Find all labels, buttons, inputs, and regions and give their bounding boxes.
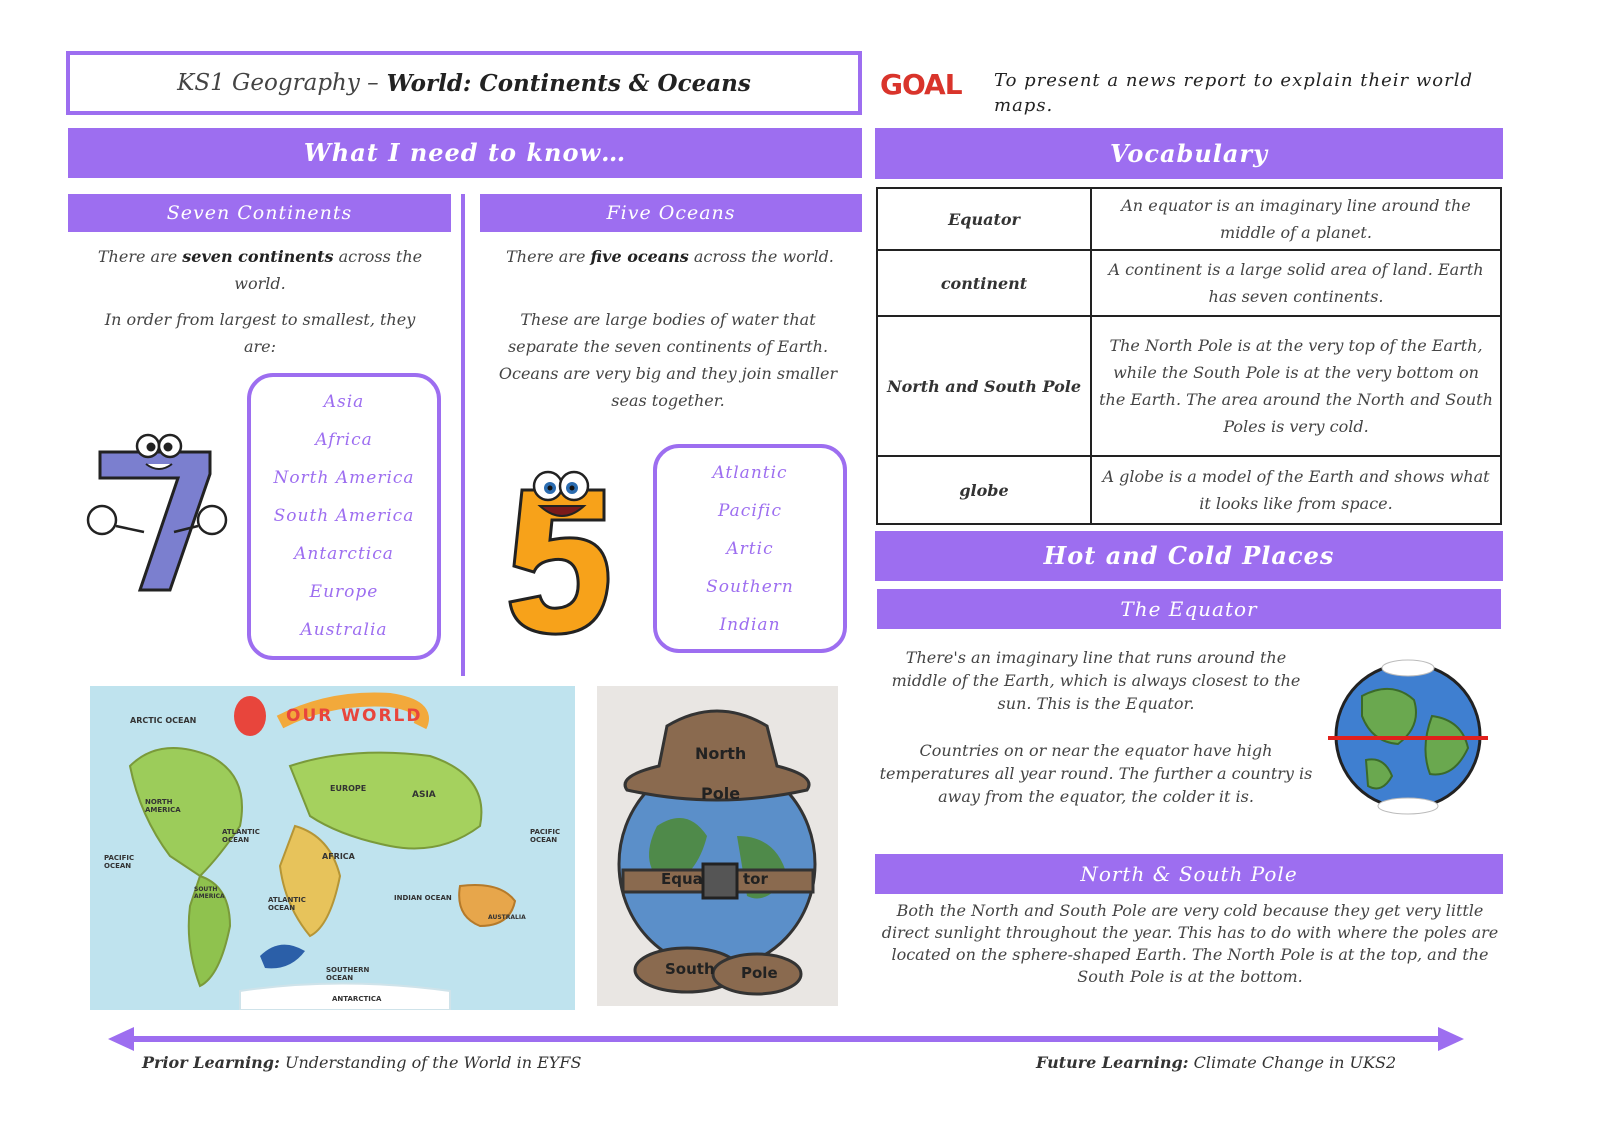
globe-craft-image (597, 686, 838, 1006)
equator-paragraph-1: There's an imaginary line that runs around the middle of the Earth, which is always closest to the sun. This is the Equator. (891, 648, 1301, 713)
hat-label-north: North (695, 744, 747, 763)
list-item: Southern (706, 577, 794, 597)
map-label: ANTARCTICA (332, 995, 382, 1003)
future-learning: Future Learning: Climate Change in UKS2 (1036, 1053, 1397, 1072)
continents-order: In order from largest to smallest, they are: (104, 310, 416, 356)
prior-learning: Prior Learning: Understanding of the World in EYFS (142, 1053, 582, 1072)
vocab-definition: A globe is a model of the Earth and shows what it looks like from space. (1091, 456, 1501, 524)
poles-heading: North & South Pole (875, 854, 1503, 894)
map-label: EUROPE (330, 784, 367, 793)
equator-paragraph-2: Countries on or near the equator have high temperatures all year round. The further a country is away from the equator, the colder it is. (879, 741, 1313, 806)
title-prefix: KS1 Geography – (177, 70, 379, 96)
oceans-description: These are large bodies of water that separate the seven continents of Earth. Oceans are very big and they join smaller seas together. (498, 310, 838, 410)
vocab-definition: A continent is a large solid area of land. Earth has seven continents. (1091, 250, 1501, 316)
vocabulary-table (876, 187, 1502, 524)
goal-text: To present a news report to explain their world maps. (994, 70, 1473, 116)
list-item: Europe (309, 582, 379, 602)
equator-heading: The Equator (877, 589, 1501, 629)
list-item: Antarctica (294, 544, 394, 564)
shoe-label-pole: Pole (741, 964, 778, 982)
list-item: Pacific (717, 501, 783, 521)
map-label: ATLANTIC OCEAN (222, 828, 260, 844)
map-label: PACIFIC OCEAN (104, 854, 135, 870)
arrow-left-icon (108, 1027, 134, 1051)
continents-list (247, 373, 441, 660)
list-item: Africa (315, 430, 373, 450)
shoe-label-south: South (665, 960, 715, 978)
vocab-term: North and South Pole (877, 316, 1091, 456)
page-title: World: Continents & Oceans (386, 69, 751, 97)
know-heading: What I need to know… (68, 128, 862, 178)
section-divider (461, 194, 465, 676)
hot-cold-heading: Hot and Cold Places (875, 531, 1503, 581)
map-label: SOUTH AMERICA (194, 886, 225, 900)
list-item: North America (273, 468, 415, 488)
list-item: Australia (300, 620, 388, 640)
list-item: Artic (726, 539, 774, 559)
map-label: PACIFIC OCEAN (530, 828, 561, 844)
vocab-definition: The North Pole is at the very top of the Earth, while the South Pole is at the very bottom on the Earth. The area around the North and South Poles is very cold. (1091, 316, 1501, 456)
earth-equator-icon (1322, 656, 1494, 816)
oceans-list (653, 444, 847, 653)
map-label: AUSTRALIA (488, 914, 526, 921)
map-label: INDIAN OCEAN (394, 894, 452, 902)
vocabulary-heading: Vocabulary (875, 128, 1503, 179)
map-label: NORTH AMERICA (145, 798, 181, 814)
vocab-term: globe (877, 456, 1091, 524)
table-row (877, 316, 1501, 456)
table-row (877, 250, 1501, 316)
map-banner: OUR WORLD (286, 706, 423, 726)
title-box (66, 51, 862, 115)
map-label: SOUTHERN OCEAN (326, 966, 370, 982)
belt-label-1: Equa (661, 870, 703, 888)
vocab-term: continent (877, 250, 1091, 316)
map-label: AFRICA (322, 852, 355, 861)
vocab-term: Equator (877, 188, 1091, 250)
world-map-image (90, 686, 575, 1010)
arrow-right-icon (1438, 1027, 1464, 1051)
vocab-definition: An equator is an imaginary line around the middle of a planet. (1091, 188, 1501, 250)
oceans-heading: Five Oceans (480, 194, 862, 232)
map-label: ATLANTIC OCEAN (268, 896, 306, 912)
list-item: Atlantic (712, 463, 788, 483)
continents-heading: Seven Continents (68, 194, 451, 232)
table-row (877, 188, 1501, 250)
list-item: Asia (323, 392, 365, 412)
seven-character-icon (82, 432, 232, 592)
map-label: ASIA (412, 790, 436, 800)
goal-logo: GOAL (880, 68, 962, 101)
list-item: Indian (719, 615, 781, 635)
poles-paragraph: Both the North and South Pole are very cold because they get very little direct sunlight throughout the year. This has to do with where the poles are located on the sphere-shaped Earth. The North Pole is at the top, and the South Pole is at the bottom. (881, 901, 1499, 986)
five-character-icon (500, 460, 620, 638)
list-item: South America (273, 506, 415, 526)
oceans-intro: There are five oceans across the world. (506, 247, 834, 266)
table-row (877, 456, 1501, 524)
continents-intro: There are seven continents across the world. (97, 247, 423, 293)
map-label: ARCTIC OCEAN (130, 716, 197, 725)
hat-label-pole: Pole (701, 784, 741, 803)
belt-label-2: tor (743, 870, 768, 888)
learning-timeline (128, 1036, 1444, 1042)
